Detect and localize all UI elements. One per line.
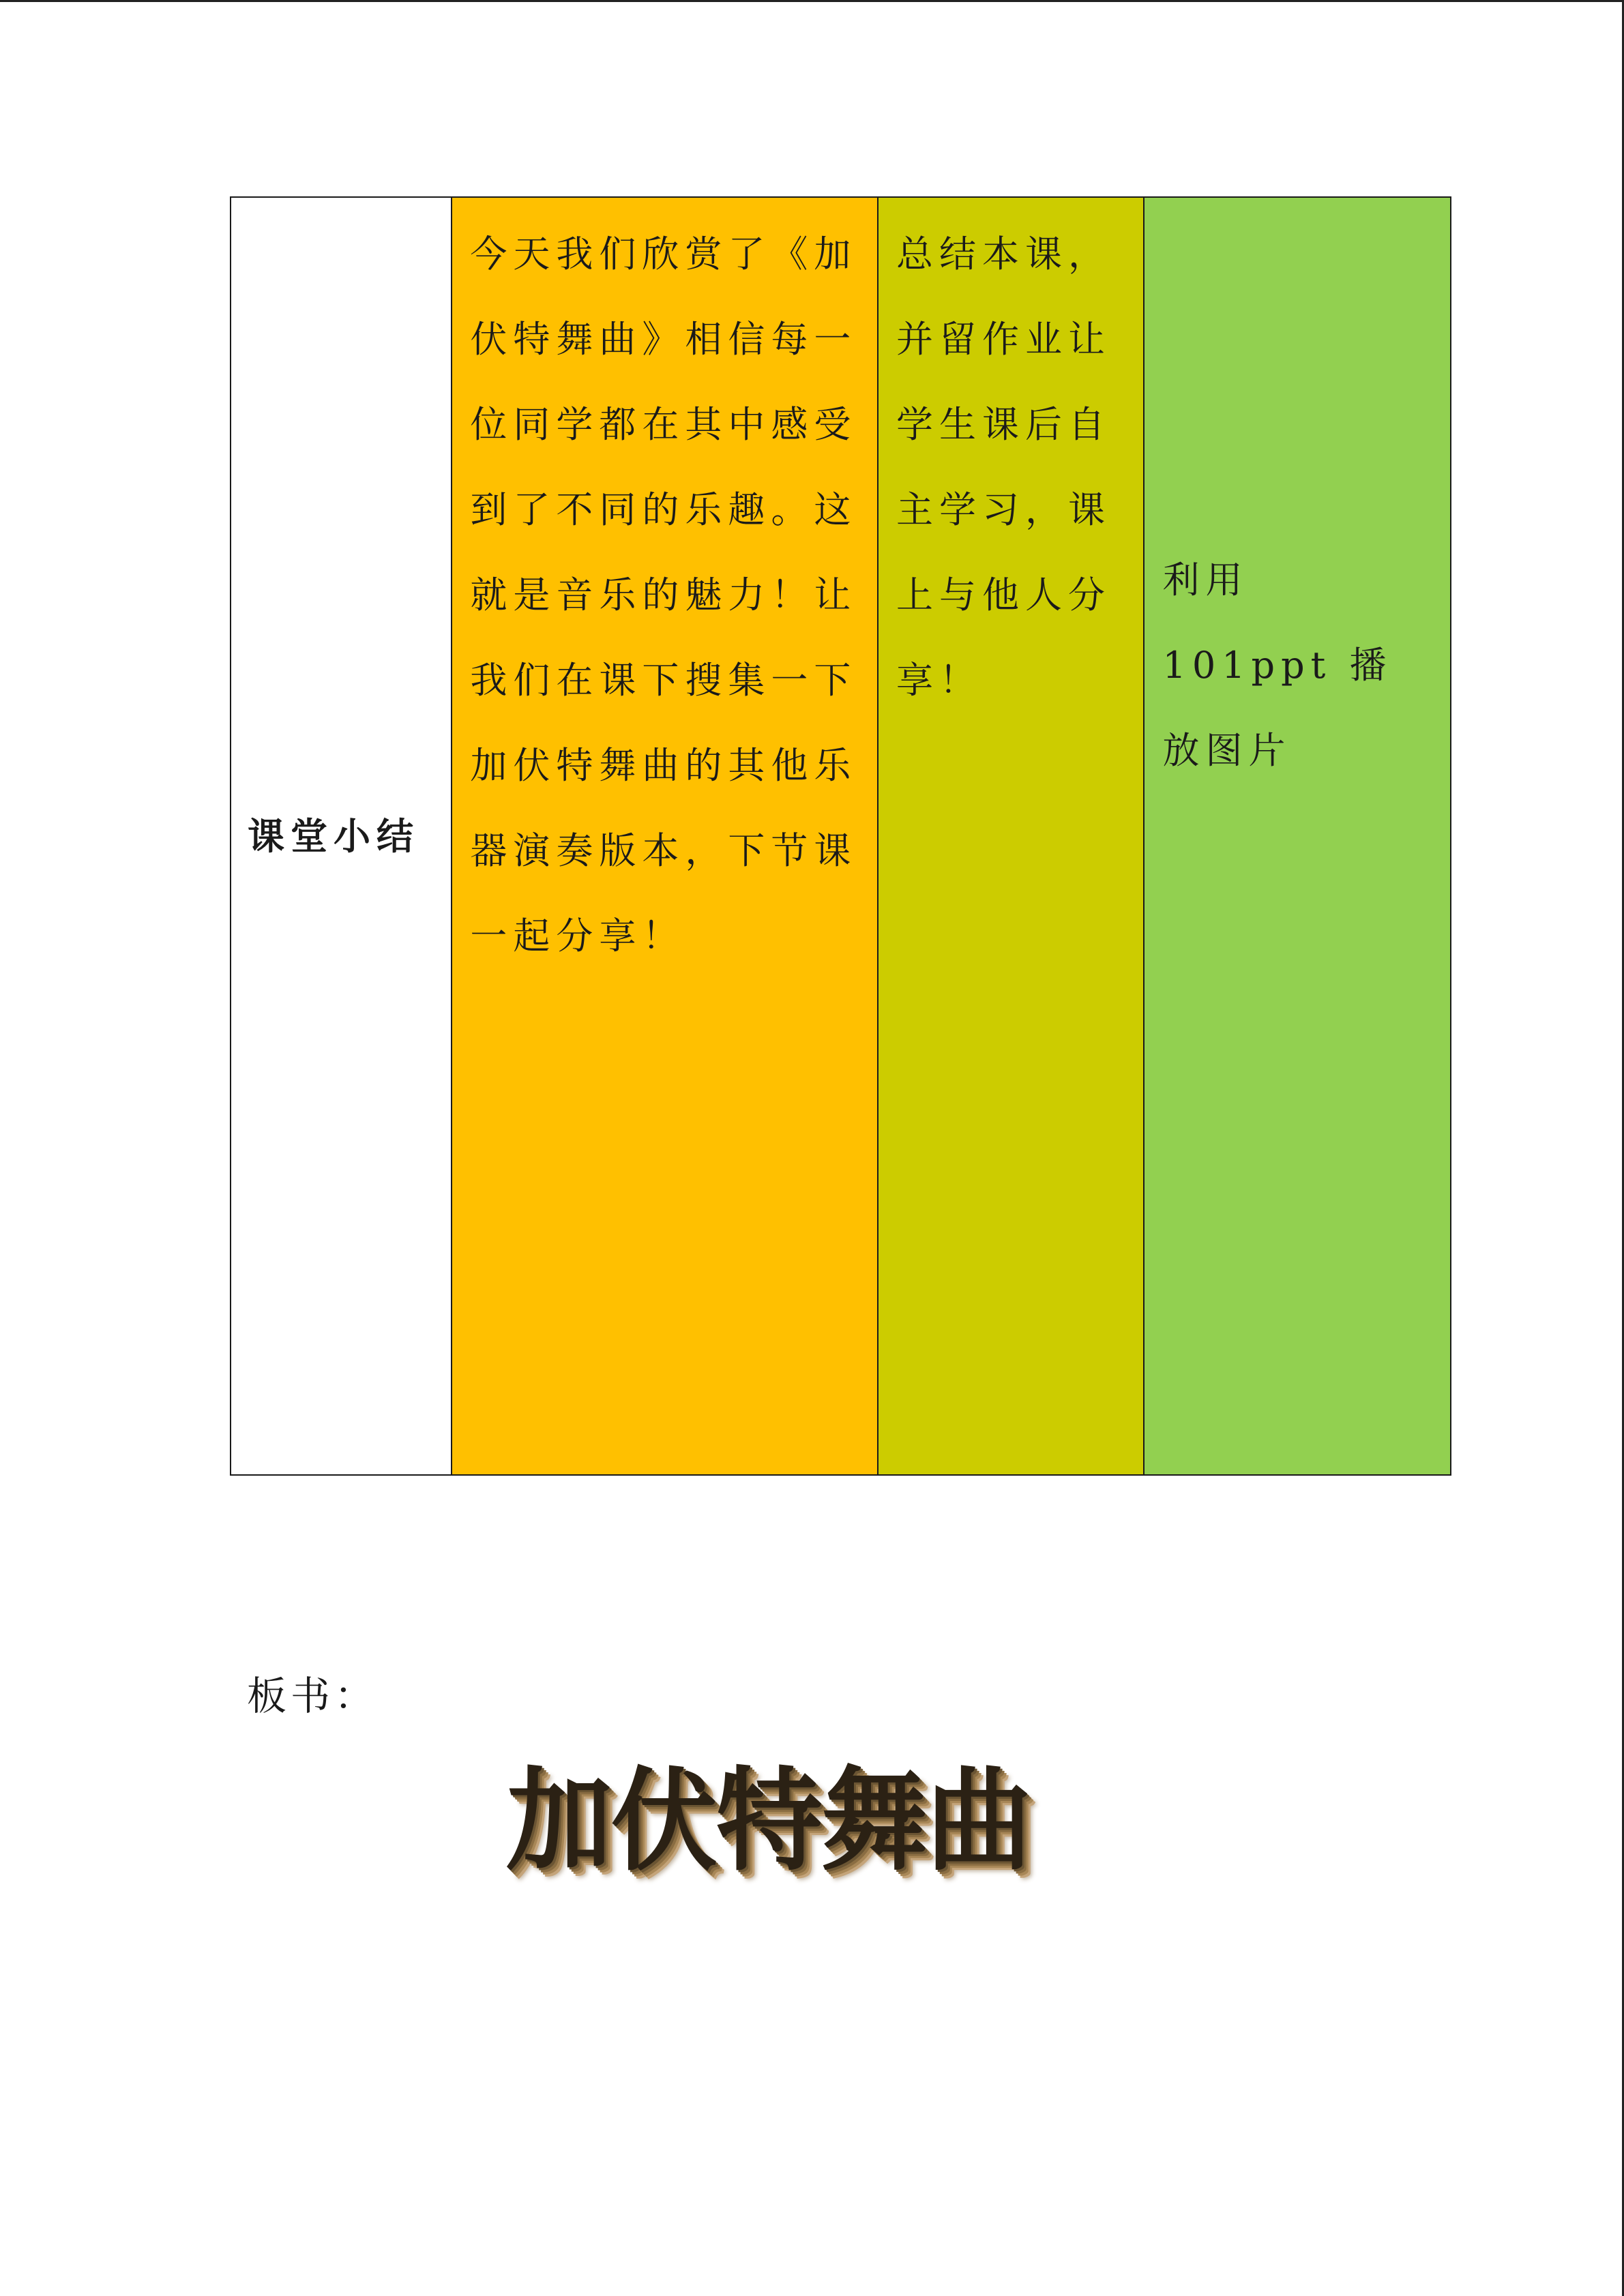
teacher-activity-cell xyxy=(452,197,878,1475)
media-tools-text: 利用 101ppt 播放图片 xyxy=(1162,558,1393,772)
media-tools-cell xyxy=(1144,197,1451,1475)
board-label: 板书： xyxy=(247,1673,379,1719)
design-intent-text: 总结本课，并留作业让学生课后自主学习，课上与他人分享！ xyxy=(896,233,1112,702)
teacher-activity-text: 今天我们欣赏了《加伏特舞曲》相信每一位同学都在其中感受到了不同的乐趣。这就是音乐的魅力！让我们在课下搜集一下加伏特舞曲的其他乐器演奏版本，下节课一起分享！ xyxy=(470,233,857,957)
page-top-border xyxy=(0,0,1624,2)
design-intent-cell xyxy=(878,197,1144,1475)
table-row-summary xyxy=(231,197,1451,1475)
stage-cell xyxy=(231,197,452,1475)
board-title: 加伏特舞曲 xyxy=(506,1755,1031,1886)
stage-label: 课堂小结 xyxy=(248,814,419,858)
lesson-plan-table xyxy=(230,196,1451,1476)
